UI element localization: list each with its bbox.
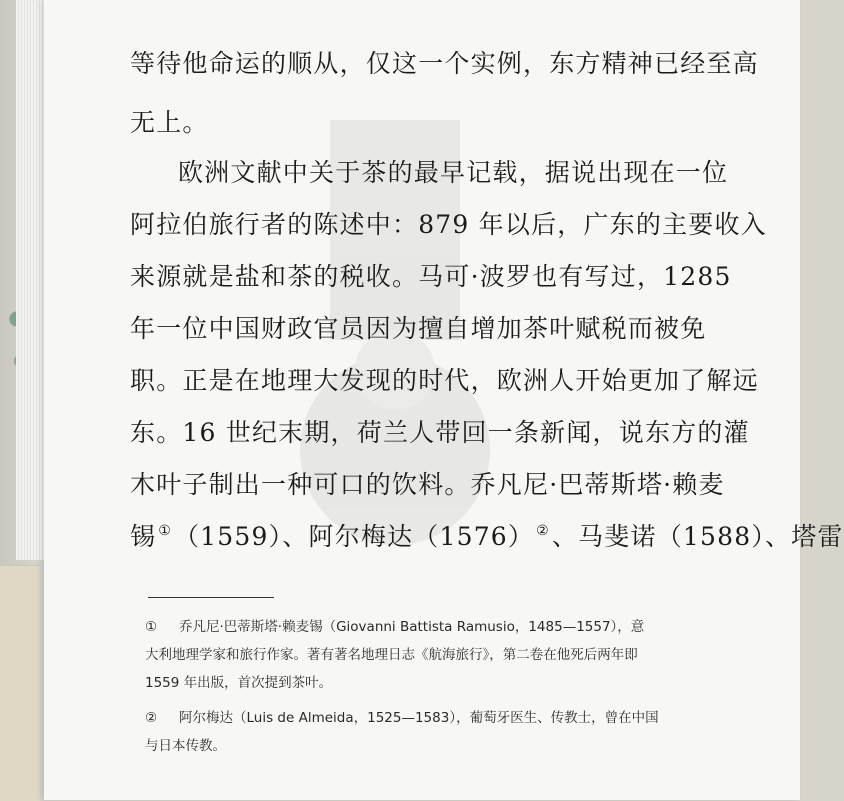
footnote-2-text-1: 阿尔梅达（Luis de Almeida，1525—1583），葡萄牙医生、传教士，曾在中国 — [179, 710, 659, 726]
body-line-9: 木叶子制出一种可口的饮料。乔凡尼·巴蒂斯塔·赖麦 — [130, 470, 725, 499]
body-line-6: 年一位中国财政官员因为擅自增加茶叶赋税而被免 — [130, 314, 707, 343]
body-line-10 — [130, 517, 844, 553]
line-text-middle: （1559）、阿尔梅达（1576） — [173, 522, 535, 551]
line-text-end: 、马斐诺（1588）、塔雷 — [551, 522, 844, 551]
footnote-ref-2[interactable]: ② — [536, 523, 550, 539]
body-line-2: 无上。 — [130, 108, 209, 137]
body-line-4: 阿拉伯旅行者的陈述中：879 年以后，广东的主要收入 — [130, 210, 767, 239]
footnote-1-marker: ① — [145, 619, 158, 635]
footnote-1-line-2: 大利地理学家和旅行作家。著有著名地理日志《航海旅行》，第二卷在他死后两年即 — [145, 647, 638, 663]
footnote-1-text-1: 乔凡尼·巴蒂斯塔·赖麦锡（Giovanni Battista Ramusio，1485—1557），意 — [179, 619, 645, 635]
body-line-1: 等待他命运的顺从，仅这一个实例，东方精神已经至高 — [130, 49, 759, 78]
footnote-divider — [148, 597, 274, 598]
footnote-2-line-2: 与日本传教。 — [145, 738, 226, 754]
body-line-7: 职。正是在地理大发现的时代，欧洲人开始更加了解远 — [130, 366, 759, 395]
footnote-ref-1[interactable]: ① — [158, 523, 172, 539]
page-stack-edges — [16, 0, 46, 560]
footnote-1-line-3: 1559 年出版，首次提到茶叶。 — [145, 675, 333, 691]
footnote-2-line-1 — [145, 706, 659, 726]
footnote-1-line-1 — [145, 615, 644, 635]
footnote-2-marker: ② — [145, 710, 158, 726]
book-cover-edge — [0, 565, 40, 801]
body-line-5: 来源就是盐和茶的税收。马可·波罗也有写过，1285 — [130, 262, 732, 291]
line-text-start: 锡 — [130, 522, 157, 551]
body-line-8: 东。16 世纪末期，荷兰人带回一条新闻，说东方的灌 — [130, 418, 750, 447]
body-line-3: 欧洲文献中关于茶的最早记载，据说出现在一位 — [178, 158, 729, 187]
